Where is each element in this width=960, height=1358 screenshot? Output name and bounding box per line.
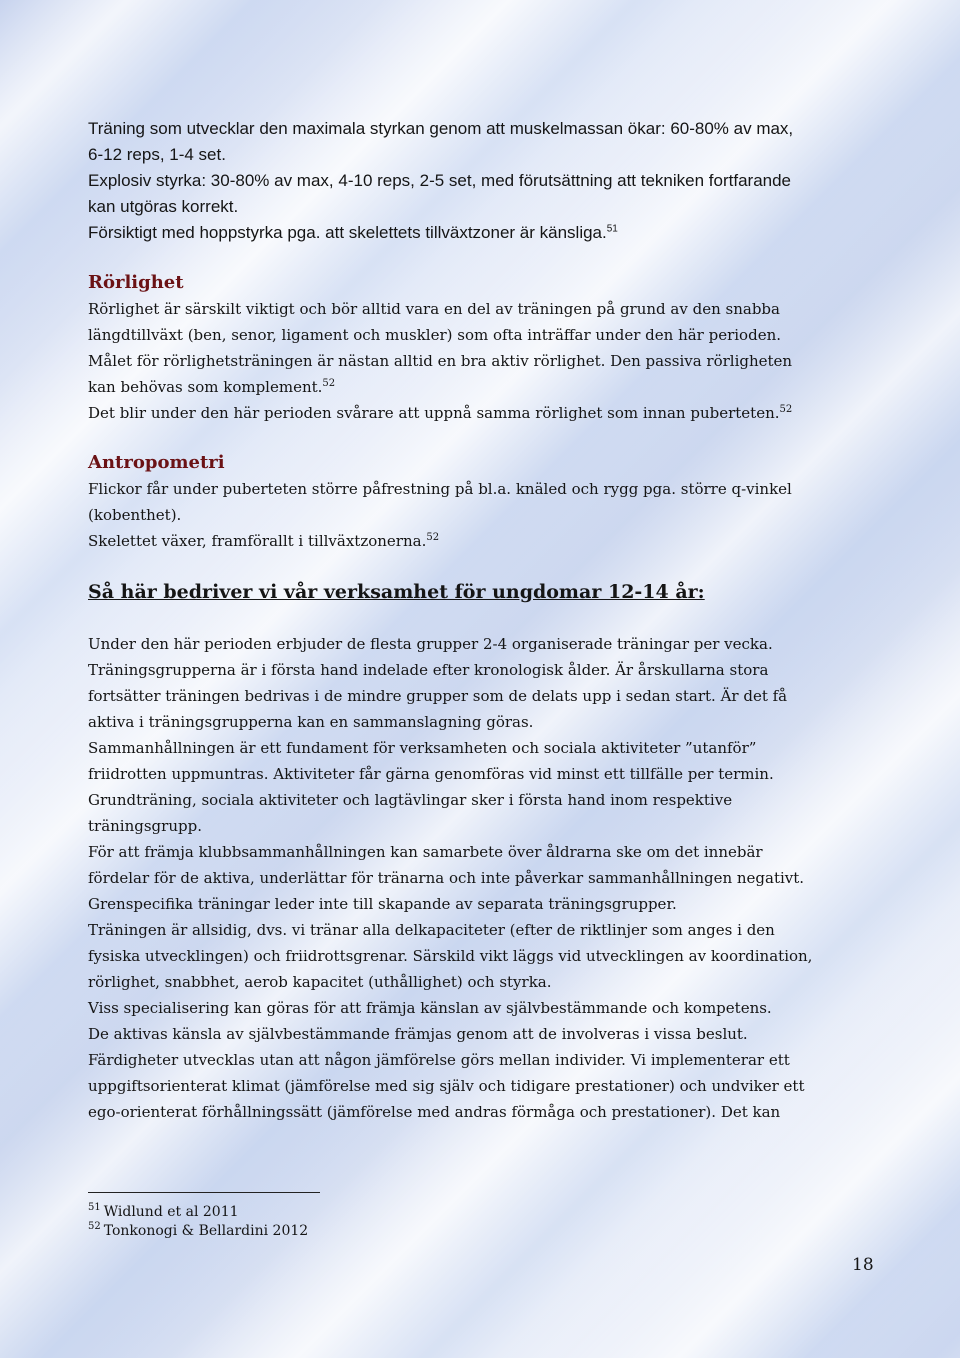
text-line: friidrotten uppmuntras. Aktiviteter får gärna genomföras vid minst ett tillfälle per termin. <box>88 765 774 783</box>
text-line: Flickor får under puberteten större påfrestning på bl.a. knäled och rygg pga. större q-vinkel <box>88 480 792 498</box>
footnote-separator <box>88 1192 320 1193</box>
text-line-content: Försiktigt med hoppstyrka pga. att skelettets tillväxtzoner är känsliga. <box>88 223 607 242</box>
text-line: För att främja klubbsammanhållningen kan samarbete över åldrarna ske om det innebär <box>88 843 763 861</box>
text-line: Explosiv styrka: 30-80% av max, 4-10 reps, 2-5 set, med förutsättning att tekniken fortfarande <box>88 171 792 190</box>
text-line: Träningen är allsidig, dvs. vi tränar alla delkapaciteter (efter de riktlinjer som anges i den <box>88 921 775 939</box>
section-heading-antropometri: Antropometri <box>88 452 225 473</box>
text-line: Viss specialisering kan göras för att främja känslan av självbestämmande och kompetens. <box>88 999 772 1017</box>
text-line: längdtillväxt (ben, senor, ligament och muskler) som ofta inträffar under den här perioden. <box>88 326 781 344</box>
footnote-item <box>88 1203 320 1222</box>
text-line: Grundträning, sociala aktiviteter och lagtävlingar sker i första hand inom respektive <box>88 791 733 809</box>
text-line: Färdigheter utvecklas utan att någon jämförelse görs mellan individer. Vi implementerar ett <box>88 1051 790 1069</box>
footnote-text: Tonkonogi & Bellardini 2012 <box>103 1223 309 1239</box>
footnote-number: 52 <box>88 1221 101 1233</box>
text-line: Träningsgrupperna är i första hand indelade efter kronologisk ålder. Är årskullarna stora <box>88 661 769 679</box>
text-line: De aktivas känsla av självbestämmande främjas genom att de involveras i vissa beslut. <box>88 1025 748 1043</box>
antropometri-paragraph <box>88 476 888 554</box>
text-line: kan utgöras korrekt. <box>88 197 239 216</box>
text-line: fördelar för de aktiva, underlättar för tränarna och inte påverkar sammanhållningen negativt. <box>88 869 805 887</box>
page-number: 18 <box>852 1255 874 1275</box>
text-line-content: Det blir under den här perioden svårare att uppnå samma rörlighet som innan puberteten. <box>88 404 780 422</box>
text-line: Rörlighet är särskilt viktigt och bör alltid vara en del av träningen på grund av den snabba <box>88 300 780 318</box>
footnote-reference: 52 <box>779 404 793 415</box>
text-line: aktiva i träningsgrupperna kan en sammanslagning göras. <box>88 713 534 731</box>
main-paragraph <box>88 631 888 1125</box>
text-line: Under den här perioden erbjuder de flesta grupper 2-4 organiserade träningar per vecka. <box>88 635 773 653</box>
main-heading: Så här bedriver vi vår verksamhet för ungdomar 12-14 år: <box>88 581 705 603</box>
footnote-number: 51 <box>88 1202 101 1214</box>
document-page <box>88 116 888 1125</box>
text-line-content: Skelettet växer, framförallt i tillväxtzonerna. <box>88 532 427 550</box>
text-line: 6-12 reps, 1-4 set. <box>88 145 226 164</box>
footnote-text: Widlund et al 2011 <box>103 1204 239 1220</box>
footnote-reference: 52 <box>322 378 336 389</box>
rorlighet-paragraph <box>88 296 888 426</box>
text-line <box>88 400 888 426</box>
text-line: uppgiftsorienterat klimat (jämförelse med sig själv och tidigare prestationer) och undviker ett <box>88 1077 805 1095</box>
text-line: fortsätter träningen bedrivas i de mindre grupper som de delats upp i sedan start. Är det få <box>88 687 788 705</box>
text-line: rörlighet, snabbhet, aerob kapacitet (uthållighet) och styrka. <box>88 973 552 991</box>
text-line: fysiska utvecklingen) och friidrottsgrenar. Särskild vikt läggs vid utvecklingen av koordination, <box>88 947 813 965</box>
text-line: ego-orienterat förhållningssätt (jämförelse med andras förmåga och prestationer). Det kan <box>88 1103 781 1121</box>
text-line: Grenspecifika träningar leder inte till skapande av separata träningsgrupper. <box>88 895 677 913</box>
text-line-content: kan behövas som komplement. <box>88 378 323 396</box>
text-line: träningsgrupp. <box>88 817 202 835</box>
text-line <box>88 220 888 246</box>
text-line: Träning som utvecklar den maximala styrkan genom att muskelmassan ökar: 60-80% av max, <box>88 119 794 138</box>
footnotes <box>88 1192 320 1241</box>
footnote-item <box>88 1222 320 1241</box>
footnote-reference: 52 <box>426 532 440 543</box>
intro-paragraph <box>88 116 888 246</box>
text-line: Sammanhållningen är ett fundament för verksamheten och sociala aktiviteter ”utanför” <box>88 739 757 757</box>
text-line <box>88 374 888 400</box>
text-line: (kobenthet). <box>88 506 182 524</box>
section-heading-rorlighet: Rörlighet <box>88 272 184 293</box>
text-line <box>88 528 888 554</box>
text-line: Målet för rörlighetsträningen är nästan alltid en bra aktiv rörlighet. Den passiva rörligheten <box>88 352 793 370</box>
footnote-reference: 51 <box>606 223 618 235</box>
